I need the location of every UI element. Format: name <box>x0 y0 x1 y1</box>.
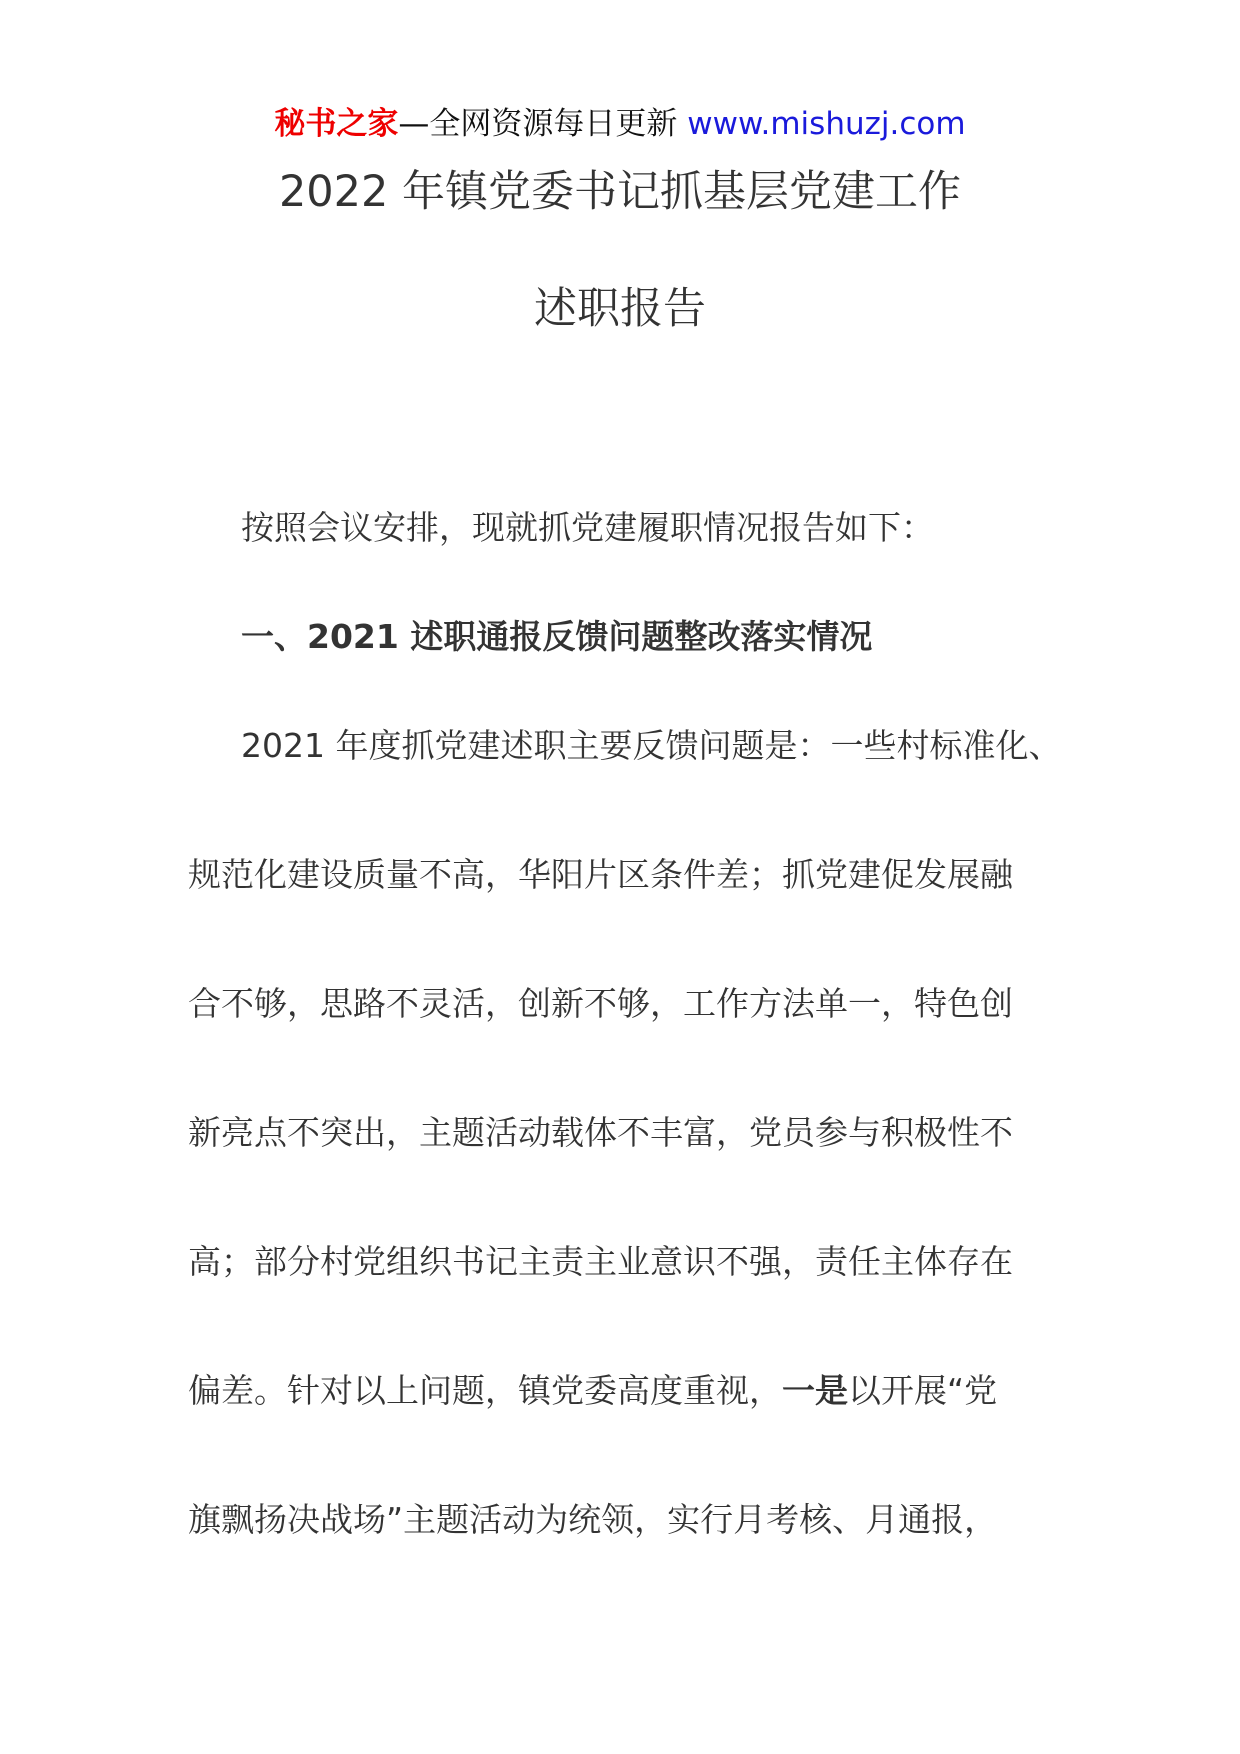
intro-paragraph: 按照会议安排，现就抓党建履职情况报告如下： <box>241 508 934 547</box>
body-line-5: 高；部分村党组织书记主责主业意识不强，责任主体存在 <box>188 1242 1013 1281</box>
header-tagline: —全网资源每日更新 <box>398 106 688 142</box>
body-line-6-bold: 一是 <box>782 1371 848 1410</box>
body-line-7: 旗飘扬决战场”主题活动为统领，实行月考核、月通报， <box>188 1500 998 1539</box>
body-line-6-text-a: 偏差。针对以上问题，镇党委高度重视， <box>188 1371 782 1410</box>
body-line-3: 合不够，思路不灵活，创新不够，工作方法单一，特色创 <box>188 984 1013 1023</box>
body-line-6-text-b: 以开展“党 <box>848 1371 998 1410</box>
site-header <box>0 102 1240 146</box>
body-line-6 <box>188 1368 997 1414</box>
section-heading-1: 一、2021 述职通报反馈问题整改落实情况 <box>241 617 873 656</box>
document-title-line-1: 2022 年镇党委书记抓基层党建工作 <box>278 167 962 217</box>
document-title-line-2: 述职报告 <box>534 284 706 334</box>
site-url-link[interactable]: www.mishuzj.com <box>687 106 966 142</box>
body-line-4: 新亮点不突出，主题活动载体不丰富，党员参与积极性不 <box>188 1113 1013 1152</box>
body-line-1: 2021 年度抓党建述职主要反馈问题是：一些村标准化、 <box>241 726 1062 765</box>
body-line-2: 规范化建设质量不高，华阳片区条件差；抓党建促发展融 <box>188 855 1013 894</box>
brand-name: 秘书之家 <box>274 106 399 142</box>
